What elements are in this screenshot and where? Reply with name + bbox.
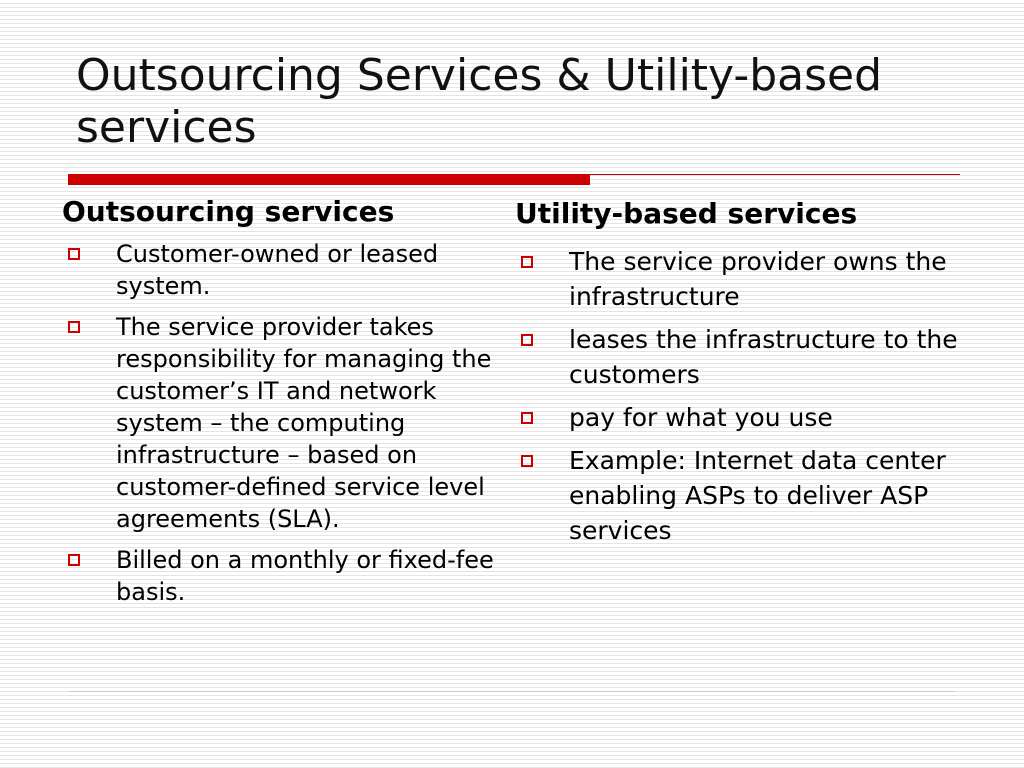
outsourcing-services-heading: Outsourcing services [62, 195, 395, 228]
list-item-text: The service provider owns the infrastructure [569, 247, 947, 311]
title-underline-thin [590, 174, 960, 175]
list-item [515, 322, 985, 392]
square-bullet-icon [521, 412, 533, 424]
list-item [62, 544, 502, 608]
list-item-text: Example: Internet data center enabling ASPs to deliver ASP services [569, 446, 946, 545]
slide-title: Outsourcing Services & Utility-based services [76, 50, 883, 153]
list-item-text: Billed on a monthly or fixed-fee basis. [116, 546, 494, 606]
square-bullet-icon [68, 321, 80, 333]
utility-bullet-list [515, 244, 985, 548]
footer-divider [68, 691, 956, 692]
outsourcing-bullet-list [62, 238, 502, 608]
list-item-text: Customer-owned or leased system. [116, 240, 439, 300]
list-item [515, 244, 985, 314]
list-item [515, 443, 985, 548]
title-underline [68, 174, 960, 186]
list-item [62, 238, 502, 302]
square-bullet-icon [521, 455, 533, 467]
list-item-text: The service provider takes responsibility for managing the customer’s IT and network system – the computing infrastructure – based on customer-defined service level agreements (SLA). [116, 313, 492, 533]
list-item-text: leases the infrastructure to the customers [569, 325, 958, 389]
list-item [515, 400, 985, 435]
outsourcing-services-column [62, 196, 502, 617]
square-bullet-icon [68, 554, 80, 566]
square-bullet-icon [68, 248, 80, 260]
square-bullet-icon [521, 256, 533, 268]
title-underline-thick [68, 174, 590, 185]
square-bullet-icon [521, 334, 533, 346]
list-item-text: pay for what you use [569, 403, 833, 432]
list-item [62, 311, 502, 535]
utility-based-services-column [515, 196, 985, 556]
utility-based-services-heading: Utility-based services [515, 197, 858, 230]
